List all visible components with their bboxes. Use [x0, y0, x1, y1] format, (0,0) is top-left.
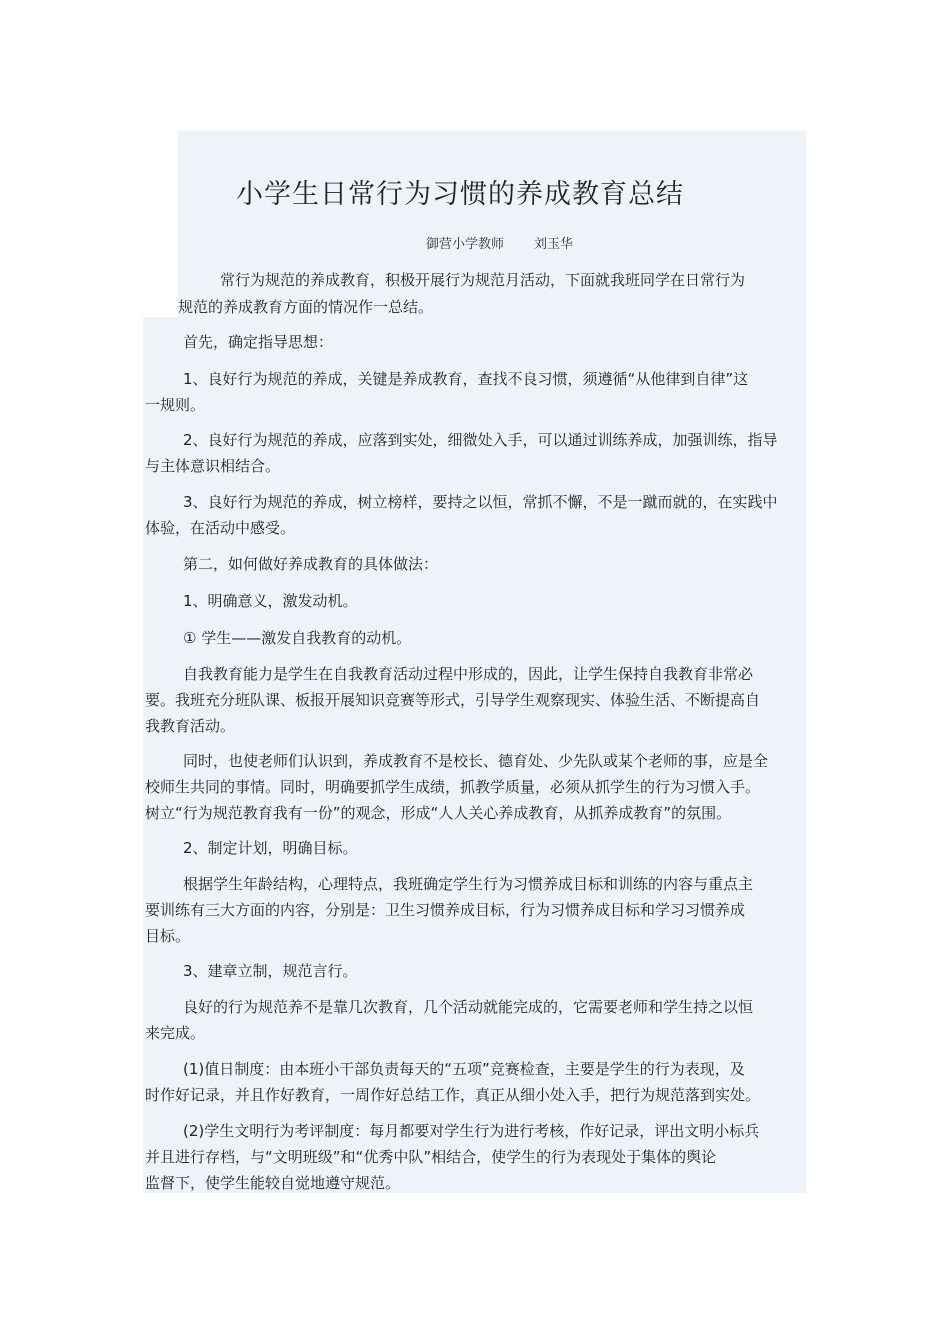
paragraph-line: 3、建章立制，规范言行。 [183, 962, 358, 980]
paragraph [145, 329, 810, 355]
paragraph [145, 1056, 810, 1108]
paragraph [145, 994, 810, 1046]
paragraph [145, 588, 810, 614]
paragraph [145, 958, 810, 984]
byline-author: 刘玉华 [534, 237, 574, 252]
paragraph [145, 661, 810, 739]
paragraph-line: 体验，在活动中感受。 [145, 519, 296, 537]
paragraph-line: 良好的行为规范养不是靠几次教育，几个活动就能完成的，它需要老师和学生持之以恒 [183, 998, 754, 1016]
paragraph-line: 2、制定计划，明确目标。 [183, 839, 358, 857]
paragraph-line: 同时，也使老师们认识到，养成教育不是校长、德育处、少先队或某个老师的事，应是全 [183, 752, 769, 770]
intro-paragraph [178, 267, 810, 321]
paragraph-line: 第二，如何做好养成教育的具体做法： [183, 555, 439, 573]
paragraph-line: (2)学生文明行为考评制度：每月都要对学生行为进行考核，作好记录，评出文明小标兵 [183, 1122, 760, 1140]
paragraph-line: 要训练有三大方面的内容，分别是：卫生习惯养成目标，行为习惯养成目标和学习习惯养成 [145, 901, 746, 919]
paragraph-line: 并且进行存档，与“文明班级”和“优秀中队”相结合，使学生的行为表现处于集体的舆论 [145, 1148, 717, 1166]
paragraph-line: 与主体意识相结合。 [145, 457, 281, 475]
paragraph-line: 我教育活动。 [145, 717, 236, 735]
paragraph [145, 489, 810, 541]
paragraph [145, 551, 810, 577]
paragraph-line: 一规则。 [145, 396, 206, 414]
paragraph-line: 1、明确意义，激发动机。 [183, 592, 358, 610]
paragraph-line: 1、良好行为规范的养成，关键是养成教育，查找不良习惯，须遵循“从他律到自律”这 [183, 370, 749, 388]
paragraph-line: 2、良好行为规范的养成，应落到实处，细微处入手，可以通过训练养成，加强训练，指导 [183, 431, 778, 449]
byline [426, 233, 573, 252]
paragraph-line: 来完成。 [145, 1024, 206, 1042]
document-title: 小学生日常行为习惯的养成教育总结 [236, 179, 684, 210]
paragraph-line: 目标。 [145, 927, 191, 945]
paragraph [145, 1118, 810, 1196]
paragraph-line: 要。我班充分班队课、板报开展知识竞赛等形式，引导学生观察现实、体验生活、不断提高自 [145, 691, 761, 709]
paragraph-line: 自我教育能力是学生在自我教育活动过程中形成的，因此，让学生保持自我教育非常必 [183, 665, 754, 683]
paragraph-line: ① 学生——激发自我教育的动机。 [183, 629, 412, 647]
paragraph-line: 首先，确定指导思想： [183, 333, 334, 351]
byline-school: 御营小学教师 [426, 237, 505, 252]
intro-line: 规范的养成教育方面的情况作一总结。 [178, 298, 434, 316]
paragraph-line: 校师生共同的事情。同时，明确要抓学生成绩，抓教学质量，必须从抓学生的行为习惯入手。 [145, 778, 761, 796]
paragraph [145, 835, 810, 861]
paragraph-line: (1)值日制度：由本班小干部负责每天的“五项”竞赛检查，主要是学生的行为表现，及 [183, 1060, 745, 1078]
paragraph [145, 748, 810, 826]
paragraph-line: 时作好记录，并且作好教育，一周作好总结工作，真正从细小处入手，把行为规范落到实处。 [145, 1086, 761, 1104]
intro-line: 常行为规范的养成教育，积极开展行为规范月活动，下面就我班同学在日常行为 [220, 271, 746, 289]
paragraph [145, 871, 810, 949]
paragraph-line: 3、良好行为规范的养成，树立榜样，要持之以恒，常抓不懈，不是一蹴而就的，在实践中 [183, 493, 778, 511]
paragraph [145, 366, 810, 418]
paragraph-line: 监督下，使学生能较自觉地遵守规范。 [145, 1174, 401, 1192]
paragraph-line: 根据学生年龄结构，心理特点，我班确定学生行为习惯养成目标和训练的内容与重点主 [183, 875, 754, 893]
paragraph-line: 树立“行为规范教育我有一份”的观念，形成“人人关心养成教育，从抓养成教育”的氛围。 [145, 804, 732, 822]
paragraph [145, 625, 810, 651]
paragraph [145, 427, 810, 479]
